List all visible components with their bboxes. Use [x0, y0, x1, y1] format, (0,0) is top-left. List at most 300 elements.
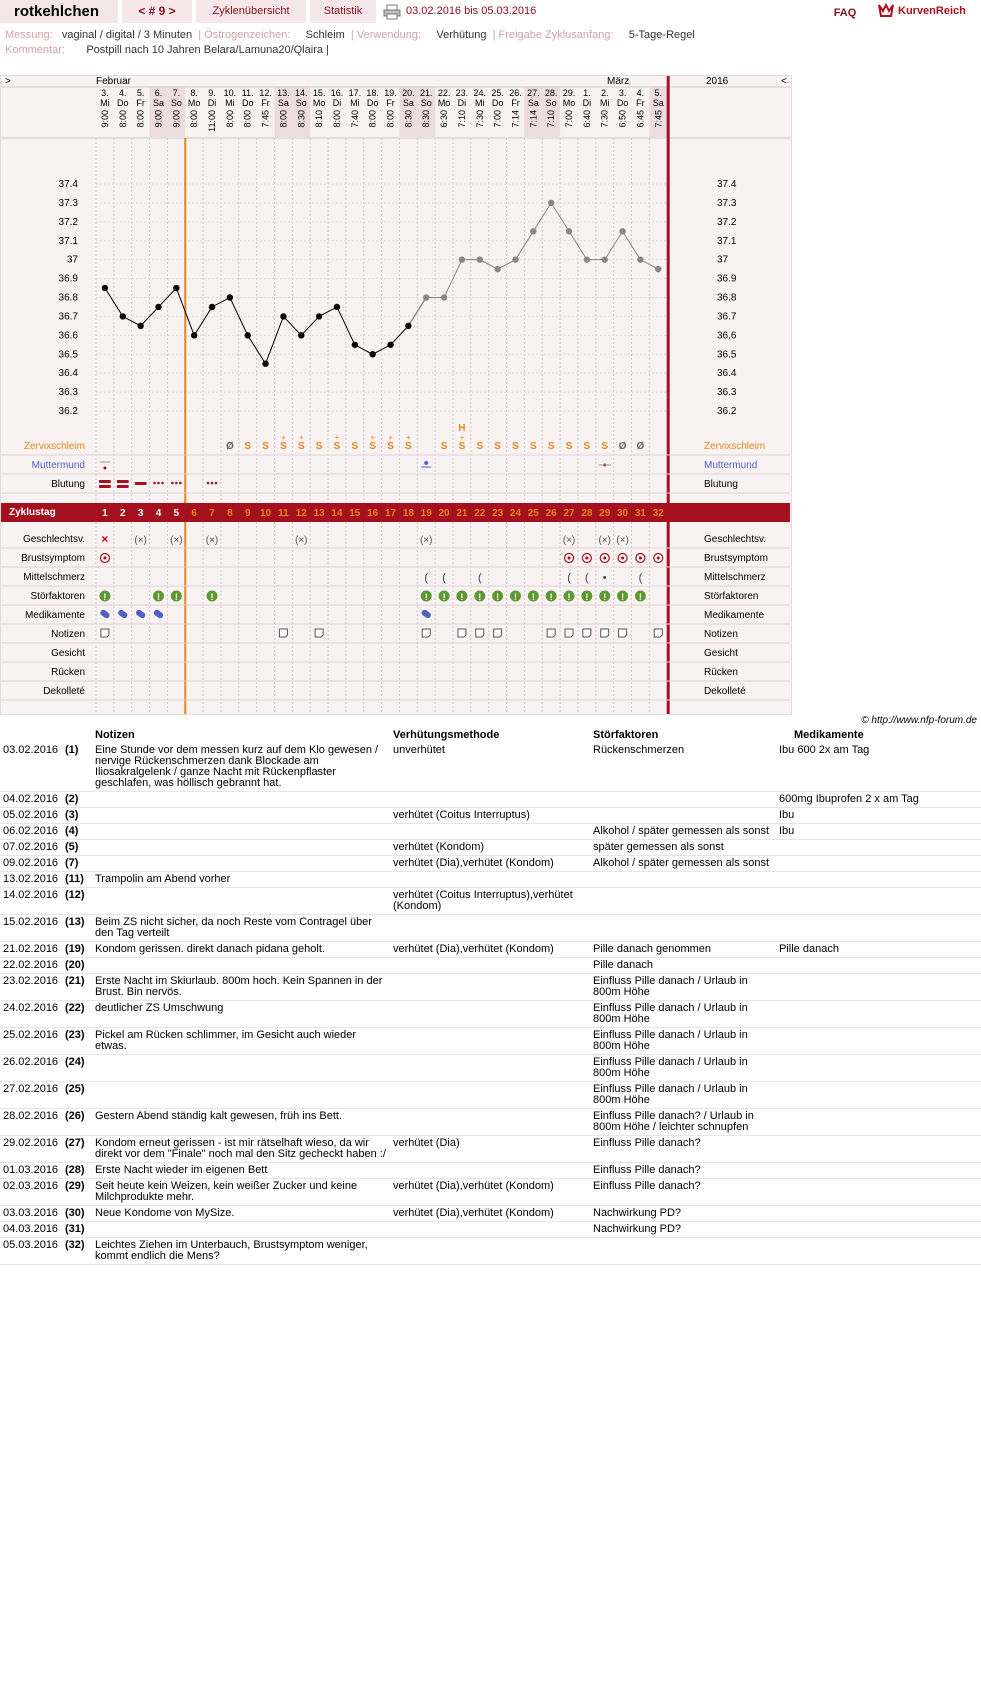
- weekday: Di: [457, 98, 467, 108]
- table-cell: verhütet (Coitus Interruptus),verhütet (Kondom): [390, 888, 590, 915]
- note-icon: [583, 629, 591, 637]
- table-cell: Seit heute kein Weizen, kein weißer Zucker und keine Milchprodukte mehr.: [92, 1179, 390, 1206]
- y-tick-left: 36.7: [58, 311, 78, 323]
- day-number: 19.: [384, 88, 397, 98]
- table-cell: Leichtes Ziehen im Unterbauch, Brustsymptom weniger, kommt endlich die Mens?: [92, 1238, 390, 1265]
- year-label: 2016: [706, 76, 729, 87]
- cycle-day-number: 30: [617, 508, 629, 519]
- table-cell: verhütet (Dia),verhütet (Kondom): [390, 1179, 590, 1206]
- breast-symptom-dot: [603, 557, 606, 560]
- table-cell: [776, 1109, 981, 1136]
- table-cell: [92, 1222, 390, 1238]
- cervix-mark: S: [297, 441, 305, 452]
- table-cell: Einfluss Pille danach?: [590, 1179, 776, 1206]
- table-row: [0, 1028, 981, 1055]
- temp-point: [352, 342, 358, 348]
- table-cell: [92, 888, 390, 915]
- row-label-right-sex: Geschlechtsv.: [704, 534, 767, 545]
- midpain-icon: (: [585, 572, 589, 584]
- table-cell: [590, 808, 776, 824]
- time-label: 7:10: [546, 110, 557, 128]
- y-tick-left: 36.9: [58, 273, 78, 285]
- row-label-bleeding: Blutung: [51, 479, 85, 490]
- disturb-factor-mark: !: [478, 592, 482, 602]
- table-cell: Erste Nacht wieder im eigenen Bett: [92, 1163, 390, 1179]
- time-label: 6:40: [581, 110, 592, 128]
- cycle-day-number: 10: [260, 508, 272, 519]
- weekday: So: [545, 98, 557, 108]
- table-cell: 06.02.2016: [0, 824, 62, 840]
- sex-mark-protected: (×): [616, 535, 629, 546]
- table-row: [0, 1001, 981, 1028]
- notes-header-1: [62, 727, 92, 743]
- weekday: Fr: [636, 98, 645, 108]
- y-tick-right: 36.9: [717, 273, 737, 285]
- notes-header-5: Medikamente: [794, 729, 864, 741]
- y-tick-left: 36.8: [58, 292, 78, 304]
- weekday: Fr: [511, 98, 520, 108]
- disturb-factor-mark: !: [567, 592, 571, 602]
- time-label: 8:00: [224, 110, 235, 128]
- cycle-day-number: 12: [295, 508, 307, 519]
- row-label-right-face: Gesicht: [704, 648, 738, 659]
- temp-point: [655, 266, 661, 272]
- table-cell: Ibu 600 2x am Tag: [776, 743, 981, 792]
- table-cell: [590, 792, 776, 808]
- day-number: 29.: [562, 88, 576, 98]
- row-label-right-meds: Medikamente: [704, 610, 765, 621]
- table-cell: Kondom gerissen. direkt danach pidana geholt.: [92, 942, 390, 958]
- table-cell: [92, 840, 390, 856]
- table-cell: [590, 872, 776, 888]
- table-cell: (20): [62, 958, 92, 974]
- table-cell: (7): [62, 856, 92, 872]
- table-cell: verhütet (Dia): [390, 1136, 590, 1163]
- cycle-selector[interactable]: < # 9 >: [122, 0, 192, 23]
- bleeding-dot: [157, 482, 160, 485]
- month-label-february: Februar: [96, 76, 132, 87]
- table-cell: 01.03.2016: [0, 1163, 62, 1179]
- table-row: [0, 872, 981, 888]
- breast-symptom-dot: [621, 557, 624, 560]
- table-cell: 02.03.2016: [0, 1179, 62, 1206]
- table-cell: 03.03.2016: [0, 1206, 62, 1222]
- temp-point: [387, 342, 393, 348]
- table-cell: [390, 792, 590, 808]
- table-cell: 26.02.2016: [0, 1055, 62, 1082]
- table-cell: [776, 1222, 981, 1238]
- time-label: 7:00: [492, 110, 503, 128]
- time-label: 8:00: [367, 110, 378, 128]
- table-cell: (22): [62, 1001, 92, 1028]
- medication-pill-icon: [99, 609, 111, 620]
- cervix-mark: S: [601, 441, 609, 452]
- cycle-day-number: 1: [102, 508, 108, 519]
- cycle-day-number: 19: [420, 508, 432, 519]
- table-cell: [776, 958, 981, 974]
- midpain-icon: (: [567, 572, 571, 584]
- table-cell: Kondom erneut gerissen - ist mir rätselhaft wieso, da wir direkt vor dem "Finale" noch mal den Sitz gecheckt haben :/: [92, 1136, 390, 1163]
- brand-name[interactable]: KurvenReich: [898, 0, 978, 23]
- weekday: Do: [117, 98, 129, 108]
- table-cell: (24): [62, 1055, 92, 1082]
- disturb-factor-mark: !: [603, 592, 607, 602]
- midpain-icon: (: [442, 572, 446, 584]
- temp-point: [441, 294, 447, 300]
- y-tick-right: 36.7: [717, 311, 737, 323]
- sex-mark-protected: (×): [295, 535, 308, 546]
- day-number: 4.: [636, 88, 645, 98]
- cycle-day-number: 27: [563, 508, 575, 519]
- disturb-factor-mark: !: [210, 592, 214, 602]
- weekday: Do: [366, 98, 379, 108]
- time-label: 8:00: [189, 110, 200, 128]
- medication-pill-icon: [420, 609, 432, 620]
- table-row: [0, 792, 981, 808]
- medication-pill-icon: [153, 609, 165, 620]
- bleeding-dot: [179, 482, 182, 485]
- cycle-day-number: 25: [527, 508, 539, 519]
- weekday: Mi: [225, 98, 235, 108]
- cervix-mark: S: [333, 441, 341, 452]
- cycle-day-number: 11: [278, 508, 289, 519]
- table-cell: 14.02.2016: [0, 888, 62, 915]
- weekday: Di: [582, 98, 592, 108]
- table-cell: Beim ZS nicht sicher, da noch Reste vom Contragel über den Tag verteilt: [92, 915, 390, 942]
- disturb-factor-mark: !: [174, 592, 178, 602]
- table-cell: (23): [62, 1028, 92, 1055]
- y-tick-left: 36.5: [58, 349, 78, 361]
- row-label-right-decollete: Dekolleté: [704, 686, 746, 697]
- bleeding-dot: [175, 482, 178, 485]
- temp-point: [530, 228, 536, 234]
- row-label-face: Gesicht: [51, 648, 85, 659]
- table-cell: verhütet (Coitus Interruptus): [390, 808, 590, 824]
- row-label-breast: Brustsymptom: [21, 553, 85, 564]
- temp-point: [477, 256, 483, 262]
- time-label: 6:45: [635, 110, 646, 128]
- day-number: 5.: [136, 88, 145, 98]
- temp-point: [459, 256, 465, 262]
- day-number: 6.: [154, 88, 163, 98]
- time-label: 8:30: [403, 110, 414, 128]
- row-label-cycleday: Zyklustag: [9, 507, 56, 518]
- table-row: [0, 743, 981, 792]
- weekday: So: [295, 98, 307, 108]
- weekday: Mi: [100, 98, 110, 108]
- temp-point: [120, 313, 126, 319]
- cervix-mark: S: [244, 441, 252, 452]
- sex-mark-protected: (×): [205, 535, 219, 546]
- notes-header-3: Verhütungsmethode: [393, 729, 500, 741]
- time-label: 6:50: [617, 110, 628, 128]
- medication-pill-icon: [135, 609, 147, 620]
- temp-point: [584, 256, 590, 262]
- cycle-day-number: 32: [652, 508, 664, 519]
- cycle-chart: [0, 75, 792, 715]
- cervix-mark: S: [512, 441, 519, 452]
- table-cell: Einfluss Pille danach / Urlaub in 800m Höhe: [590, 1082, 776, 1109]
- table-row: [0, 1222, 981, 1238]
- table-row: [0, 1206, 981, 1222]
- table-cell: später gemessen als sonst: [590, 840, 776, 856]
- disturb-factor-mark: !: [638, 592, 642, 602]
- disturb-factor-mark: !: [156, 592, 160, 602]
- bleeding-mark: [99, 485, 111, 488]
- cycle-day-number: 23: [492, 508, 504, 519]
- table-cell: Pille danach genommen: [590, 942, 776, 958]
- time-label: 7:00: [564, 110, 575, 128]
- disturb-factor-mark: !: [496, 592, 500, 602]
- time-label: 8:00: [331, 110, 342, 128]
- row-label-decollete: Dekolleté: [43, 686, 85, 697]
- table-row: [0, 888, 981, 915]
- table-cell: Pickel am Rücken schlimmer, im Gesicht auch wieder etwas.: [92, 1028, 390, 1055]
- day-number: 22.: [437, 88, 451, 98]
- cycle-day-number: 28: [581, 508, 593, 519]
- cervix-mark: S: [405, 441, 412, 452]
- day-number: 17.: [348, 88, 362, 98]
- table-cell: (13): [62, 915, 92, 942]
- midpain-icon: (: [424, 572, 429, 584]
- cycle-day-number: 21: [456, 508, 468, 519]
- bleeding-dot: [207, 482, 210, 485]
- breast-symptom-dot: [103, 557, 106, 560]
- table-cell: [776, 915, 981, 942]
- table-row: [0, 1179, 981, 1206]
- time-label: 8:00: [242, 110, 253, 128]
- cervix-mark: S: [440, 441, 448, 452]
- row-label-mouth: Muttermund: [31, 460, 85, 471]
- weekday: Mi: [599, 98, 610, 108]
- time-label: 8:00: [135, 110, 146, 128]
- temp-point: [209, 304, 215, 310]
- note-icon: [654, 629, 662, 637]
- table-cell: [390, 1163, 590, 1179]
- table-cell: (1): [62, 743, 92, 792]
- y-tick-right: 37: [717, 254, 729, 266]
- print-icon[interactable]: [380, 0, 404, 23]
- day-number: 12.: [259, 88, 272, 98]
- row-label-sex: Geschlechtsv.: [22, 534, 85, 545]
- cervix-mark: Ø: [636, 441, 645, 452]
- table-cell: [776, 1136, 981, 1163]
- table-cell: Nachwirkung PD?: [590, 1206, 776, 1222]
- weekday: So: [420, 98, 432, 108]
- table-cell: [390, 1082, 590, 1109]
- y-tick-left: 37.1: [58, 235, 78, 247]
- nav-next: <: [781, 76, 787, 87]
- temp-point: [280, 313, 286, 319]
- note-icon: [101, 629, 109, 637]
- temp-point: [369, 351, 375, 357]
- weekday: Di: [207, 98, 217, 108]
- time-label: 7:30: [599, 110, 610, 128]
- table-row: [0, 840, 981, 856]
- table-cell: 15.02.2016: [0, 915, 62, 942]
- cervix-mark: S: [476, 441, 484, 452]
- cycle-day-number: 14: [331, 508, 343, 519]
- table-cell: [776, 1028, 981, 1055]
- row-label-right-cervix: Zervixschleim: [704, 441, 766, 452]
- user-name: rotkehlchen: [0, 0, 118, 23]
- table-cell: 03.02.2016: [0, 743, 62, 792]
- time-label: 7:45: [653, 110, 664, 128]
- cycle-day-number: 2: [119, 508, 126, 519]
- table-cell: [390, 1001, 590, 1028]
- temp-point: [245, 332, 251, 338]
- table-cell: (4): [62, 824, 92, 840]
- row-label-notes: Notizen: [51, 629, 85, 640]
- table-cell: [776, 888, 981, 915]
- cervix-position-mark: [103, 467, 106, 470]
- day-number: 27.: [527, 88, 540, 98]
- midpain-icon: (: [638, 572, 643, 584]
- table-cell: (31): [62, 1222, 92, 1238]
- cervix-mark: S: [547, 441, 555, 452]
- temp-point: [155, 304, 161, 310]
- disturb-factor-mark: !: [103, 592, 107, 602]
- y-tick-left: 37: [66, 254, 78, 266]
- day-number: 7.: [172, 88, 181, 98]
- sex-mark-protected: (×): [598, 535, 611, 546]
- table-cell: [390, 1109, 590, 1136]
- row-label-back: Rücken: [51, 667, 85, 678]
- table-cell: 600mg Ibuprofen 2 x am Tag: [776, 792, 981, 808]
- table-cell: [390, 1238, 590, 1265]
- table-cell: 24.02.2016: [0, 1001, 62, 1028]
- cycle-day-number: 24: [509, 508, 522, 519]
- table-cell: (12): [62, 888, 92, 915]
- note-icon: [279, 629, 287, 637]
- note-icon: [619, 629, 627, 637]
- temp-point: [512, 256, 518, 262]
- y-tick-left: 36.2: [58, 406, 78, 417]
- y-tick-left: 37.3: [58, 197, 78, 209]
- bleeding-dot: [161, 482, 164, 485]
- bleeding-dot: [215, 482, 218, 485]
- sex-mark-protected: (×): [562, 535, 576, 546]
- cycle-day-number: 29: [599, 508, 611, 519]
- table-cell: 29.02.2016: [0, 1136, 62, 1163]
- cycle-day-number: 31: [634, 508, 646, 519]
- temp-point: [137, 323, 143, 329]
- temp-point: [602, 256, 608, 262]
- table-cell: Einfluss Pille danach? / Urlaub in 800m Höhe / leichter schnupfen: [590, 1109, 776, 1136]
- day-number: 11.: [241, 88, 254, 98]
- row-label-disturb: Störfaktoren: [30, 591, 85, 602]
- cervix-mark: S: [458, 441, 466, 452]
- cycle-day-number: 22: [474, 508, 486, 519]
- h-marker: H: [458, 423, 466, 434]
- breast-symptom-dot: [585, 557, 588, 560]
- table-cell: [390, 1222, 590, 1238]
- cycle-day-number: 7: [209, 508, 215, 519]
- y-tick-right: 37.1: [717, 235, 737, 247]
- faq-link[interactable]: FAQ: [828, 2, 862, 25]
- row-label-meds: Medikamente: [24, 610, 85, 621]
- table-cell: Einfluss Pille danach / Urlaub in 800m Höhe: [590, 1028, 776, 1055]
- table-cell: [776, 1163, 981, 1179]
- table-cell: Einfluss Pille danach?: [590, 1163, 776, 1179]
- note-icon: [565, 629, 573, 637]
- weekday: Do: [241, 98, 254, 108]
- time-label: 6:30: [439, 110, 450, 128]
- day-number: 3.: [101, 88, 109, 98]
- table-row: [0, 856, 981, 872]
- table-cell: 07.02.2016: [0, 840, 62, 856]
- day-number: 25.: [491, 88, 504, 98]
- time-label: 7:14: [510, 110, 521, 128]
- time-label: 7:30: [474, 110, 485, 128]
- month-label-march: März: [607, 76, 630, 87]
- time-label: 8:00: [117, 110, 128, 128]
- day-number: 28.: [544, 88, 558, 98]
- row-label-right-bleeding: Blutung: [704, 479, 738, 490]
- temp-point: [405, 323, 411, 329]
- time-label: 8:00: [385, 110, 396, 128]
- day-number: 21.: [419, 88, 433, 98]
- table-row: [0, 808, 981, 824]
- table-cell: [776, 1179, 981, 1206]
- weekday: Mo: [562, 98, 576, 108]
- tab-cycle-overview[interactable]: Zyklenübersicht: [196, 0, 306, 23]
- table-cell: Eine Stunde vor dem messen kurz auf dem Klo gewesen / nervige Rückenschmerzen dank Blockade am Iliosakralgelenk / ganze Nacht mit Rückenpflaster geschlafen, was höllisch gebrannt hat.: [92, 743, 390, 792]
- time-label: 7:40: [349, 110, 360, 128]
- note-icon: [315, 629, 323, 637]
- y-tick-left: 37.2: [58, 216, 78, 228]
- table-cell: deutlicher ZS Umschwung: [92, 1001, 390, 1028]
- temp-point: [494, 266, 500, 272]
- table-cell: verhütet (Dia),verhütet (Kondom): [390, 1206, 590, 1222]
- table-cell: 21.02.2016: [0, 942, 62, 958]
- temp-point: [227, 294, 233, 300]
- y-tick-right: 37.2: [717, 216, 737, 228]
- day-number: 9.: [208, 88, 216, 98]
- table-row: [0, 942, 981, 958]
- midpain-icon: •: [602, 572, 607, 584]
- row-label-right-notes: Notizen: [704, 629, 738, 640]
- table-cell: [390, 958, 590, 974]
- table-row: [0, 1238, 981, 1265]
- weekday: Sa: [152, 98, 164, 108]
- weekday: Mi: [350, 98, 360, 108]
- disturb-factor-mark: !: [531, 592, 535, 602]
- row-label-midpain: Mittelschmerz: [23, 572, 85, 583]
- row-label-right-midpain: Mittelschmerz: [704, 572, 766, 583]
- table-row: [0, 958, 981, 974]
- weekday: Sa: [652, 98, 664, 108]
- table-cell: Ibu: [776, 824, 981, 840]
- day-number: 10.: [223, 88, 237, 98]
- cervix-mark: Ø: [618, 441, 627, 452]
- table-cell: [776, 974, 981, 1001]
- table-cell: Ibu: [776, 808, 981, 824]
- table-cell: [390, 1055, 590, 1082]
- table-cell: [776, 1055, 981, 1082]
- table-cell: Pille danach: [776, 942, 981, 958]
- breast-symptom-dot: [639, 557, 642, 560]
- day-number: 3.: [618, 88, 627, 98]
- tab-statistics[interactable]: Statistik: [310, 0, 376, 23]
- nav-prev: >: [5, 76, 11, 87]
- cycle-day-number: 8: [227, 508, 233, 519]
- midpain-icon: (: [477, 572, 482, 584]
- weekday: Sa: [402, 98, 414, 108]
- table-cell: [590, 1238, 776, 1265]
- day-number: 4.: [119, 88, 127, 98]
- table-cell: Neue Kondome von MySize.: [92, 1206, 390, 1222]
